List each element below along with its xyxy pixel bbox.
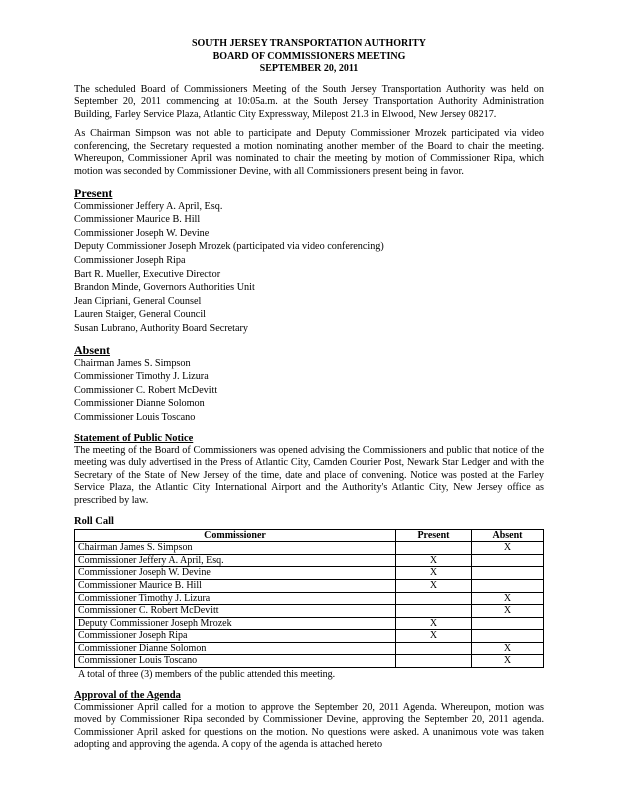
agenda-heading: Approval of the Agenda (74, 689, 181, 701)
table-row (75, 542, 544, 555)
list-item: Commissioner Maurice B. Hill (74, 214, 201, 226)
table-row (75, 605, 544, 618)
list-item: Susan Lubrano, Authority Board Secretary (74, 323, 248, 334)
present-mark: X (395, 579, 471, 592)
list-item: Commissioner Jeffery A. April, Esq. (74, 200, 223, 212)
roll-call-table (74, 529, 544, 669)
absent-mark (471, 567, 543, 580)
column-header-commissioner: Commissioner (75, 529, 396, 542)
list-item: Commissioner Dianne Solomon (74, 398, 205, 410)
list-item: Commissioner Joseph Ripa (74, 255, 186, 267)
commissioner-name: Commissioner Joseph Ripa (75, 630, 396, 643)
commissioner-name: Commissioner Jeffery A. April, Esq. (75, 554, 396, 567)
table-row (75, 642, 544, 655)
commissioner-name: Chairman James S. Simpson (75, 542, 396, 555)
column-header-absent: Absent (471, 529, 543, 542)
list-item: Bart R. Mueller, Executive Director (74, 268, 221, 280)
absent-mark: X (471, 605, 543, 618)
public-notice-heading: Statement of Public Notice (74, 432, 194, 444)
absent-heading: Absent (74, 342, 111, 357)
intro-paragraph-2: As Chairman Simpson was not able to participate and Deputy Commissioner Mrozek participated via video conferencing, the Secretary requested a motion nominating another member of the Board to chair the meeting. Whereupon, Commissioner April was nominated to chair the meeting by motion of Commissioner Ripa, which motion was seconded by Commissioner Devine, with all Commissioners present being in favor. (74, 128, 544, 178)
public-notice-text: The meeting of the Board of Commissioners was opened advising the Commissioners and public that notice of the meeting was duly advertised in the Press of Atlantic City, Camden Courier Post, Newark Star Ledger and with the Secretary of the State of New Jersey of the time, date and place of convening. Notice was posted at the Farley Service Plaza, the Atlantic City International Airport and the Authority's Atlantic City, New Jersey office as prescribed by law. (74, 444, 544, 506)
table-row (75, 579, 544, 592)
list-item: Jean Cipriani, General Counsel (74, 295, 202, 307)
absent-mark: X (471, 592, 543, 605)
absent-mark: X (471, 642, 543, 655)
list-item: Commissioner Louis Toscano (74, 411, 196, 423)
document-header (74, 38, 544, 76)
agenda-text: Commissioner April called for a motion to approve the September 20, 2011 Agenda. Whereupon, motion was moved by Commissioner Ripa seconded by Commissioner Devine, approving the September 20, 2011 agenda. Commissioner April asked for questions on the motion. No questions were asked. A unanimous vote was taken adopting and approving the agenda. A copy of the agenda is attached hereto (74, 701, 544, 751)
header-date: SEPTEMBER 20, 2011 (259, 63, 359, 74)
commissioner-name: Commissioner Louis Toscano (75, 655, 396, 668)
present-mark (395, 605, 471, 618)
roll-call-heading: Roll Call (74, 515, 114, 527)
commissioner-name: Commissioner Joseph W. Devine (75, 567, 396, 580)
present-heading: Present (74, 185, 113, 200)
present-mark (395, 642, 471, 655)
absent-mark (471, 554, 543, 567)
intro-paragraph-1: The scheduled Board of Commissioners Meeting of the South Jersey Transportation Authority was held on September 20, 2011 commencing at 10:05a.m. at the South Jersey Transportation Authority Administration Building, Farley Service Plaza, Atlantic City Expressway, Milepost 21.3 in Elwood, New Jersey 08217. (74, 83, 544, 120)
public-attendance-note: A total of three (3) members of the public attended this meeting. (78, 669, 336, 681)
commissioner-name: Commissioner Timothy J. Lizura (75, 592, 396, 605)
commissioner-name: Commissioner Dianne Solomon (75, 642, 396, 655)
table-row (75, 554, 544, 567)
header-organization: SOUTH JERSEY TRANSPORTATION AUTHORITY (191, 38, 427, 49)
list-item: Chairman James S. Simpson (74, 357, 191, 369)
table-row (75, 655, 544, 668)
present-mark (395, 542, 471, 555)
absent-mark: X (471, 542, 543, 555)
list-item: Lauren Staiger, General Council (74, 309, 206, 321)
column-header-present: Present (395, 529, 471, 542)
list-item: Deputy Commissioner Joseph Mrozek (participated via video conferencing) (74, 241, 384, 253)
absent-mark (471, 617, 543, 630)
table-row (75, 592, 544, 605)
present-mark: X (395, 567, 471, 580)
commissioner-name: Commissioner C. Robert McDevitt (75, 605, 396, 618)
present-mark: X (395, 554, 471, 567)
present-mark: X (395, 630, 471, 643)
list-item: Commissioner C. Robert McDevitt (74, 384, 218, 396)
list-item: Brandon Minde, Governors Authorities Unit (74, 282, 255, 294)
present-mark (395, 655, 471, 668)
absent-mark: X (471, 655, 543, 668)
table-row (75, 617, 544, 630)
list-item: Commissioner Timothy J. Lizura (74, 371, 209, 383)
list-item: Commissioner Joseph W. Devine (74, 227, 210, 239)
present-mark: X (395, 617, 471, 630)
table-row (75, 567, 544, 580)
absent-mark (471, 630, 543, 643)
table-row (75, 630, 544, 643)
header-meeting-type: BOARD OF COMMISSIONERS MEETING (212, 50, 406, 62)
present-list (74, 200, 544, 336)
absent-list (74, 357, 544, 425)
absent-mark (471, 579, 543, 592)
present-mark (395, 592, 471, 605)
commissioner-name: Deputy Commissioner Joseph Mrozek (75, 617, 396, 630)
commissioner-name: Commissioner Maurice B. Hill (75, 579, 396, 592)
table-header-row (75, 529, 544, 542)
